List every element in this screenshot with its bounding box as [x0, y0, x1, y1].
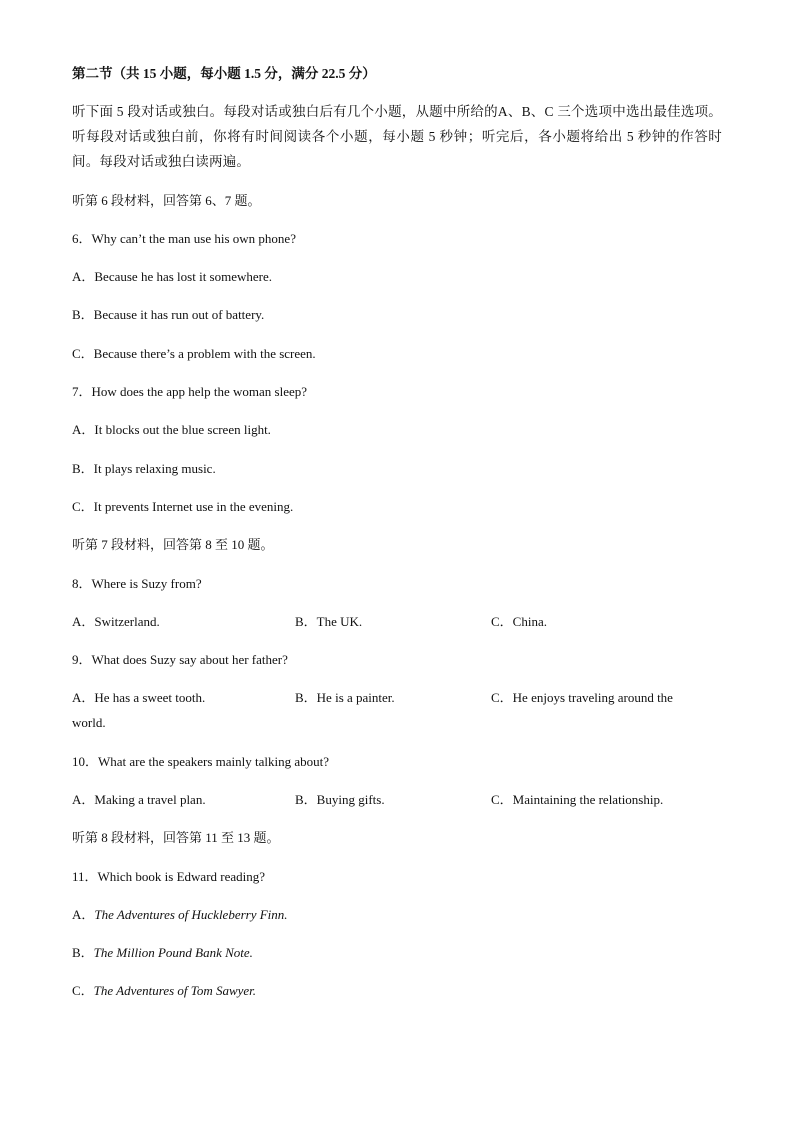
option-label: B． [72, 945, 94, 960]
book-title: The Adventures of Huckleberry Finn. [94, 907, 288, 922]
question-6-option-b: B．Because it has run out of battery. [72, 307, 265, 322]
question-10-option-c: C．Maintaining the relationship. [491, 792, 664, 807]
option-label: C． [72, 983, 94, 998]
question-8-option-c: C．China. [491, 614, 547, 629]
question-9-option-c: C．He enjoys traveling around the [491, 690, 673, 705]
book-title: The Adventures of Tom Sawyer. [93, 983, 257, 998]
question-11-option-b [72, 945, 253, 961]
question-10-stem: 10．What are the speakers mainly talking about? [72, 754, 330, 769]
question-7-option-c: C．It prevents Internet use in the evening. [72, 499, 294, 514]
question-9-option-c-continued: world. [72, 715, 106, 730]
question-11-stem: 11．Which book is Edward reading? [72, 869, 266, 884]
question-6-option-a: A．Because he has lost it somewhere. [72, 269, 273, 284]
option-label: A． [72, 907, 95, 922]
section-heading: 第二节（共 15 小题，每小题 1.5 分，满分 22.5 分） [72, 66, 376, 81]
question-9-option-b: B．He is a painter. [295, 690, 395, 705]
question-9-stem: 9．What does Suzy say about her father? [72, 652, 288, 667]
question-10-option-b: B．Buying gifts. [295, 792, 385, 807]
question-11-option-a [72, 907, 288, 923]
group-intro-6: 听第 6 段材料，回答第 6、7 题。 [72, 193, 261, 208]
question-8-stem: 8．Where is Suzy from? [72, 576, 202, 591]
question-7-option-b: B．It plays relaxing music. [72, 461, 216, 476]
question-8-option-b: B．The UK. [295, 614, 363, 629]
question-8-option-a: A．Switzerland. [72, 614, 160, 629]
group-intro-7: 听第 7 段材料，回答第 8 至 10 题。 [72, 537, 274, 552]
section-instructions: 听下面 5 段对话或独白。每段对话或独白后有几个小题，从题中所给的A、B、C 三个选项中选出最佳选项。听每段对话或独白前，你将有时间阅读各个小题，每小题 5 秒钟；听完后，各小题将给出 5 秒钟的作答时间。每段对话或独白读两遍。 [72, 104, 722, 169]
question-6-stem: 6．Why can’t the man use his own phone? [72, 231, 296, 246]
question-11-option-c [72, 983, 256, 999]
question-7-stem: 7．How does the app help the woman sleep? [72, 384, 308, 399]
question-10-option-a: A．Making a travel plan. [72, 792, 206, 807]
question-6-option-c: C．Because there’s a problem with the screen. [72, 346, 316, 361]
question-9-option-a: A．He has a sweet tooth. [72, 690, 206, 705]
book-title: The Million Pound Bank Note. [93, 945, 253, 960]
question-7-option-a: A．It blocks out the blue screen light. [72, 422, 271, 437]
group-intro-8: 听第 8 段材料，回答第 11 至 13 题。 [72, 830, 280, 845]
